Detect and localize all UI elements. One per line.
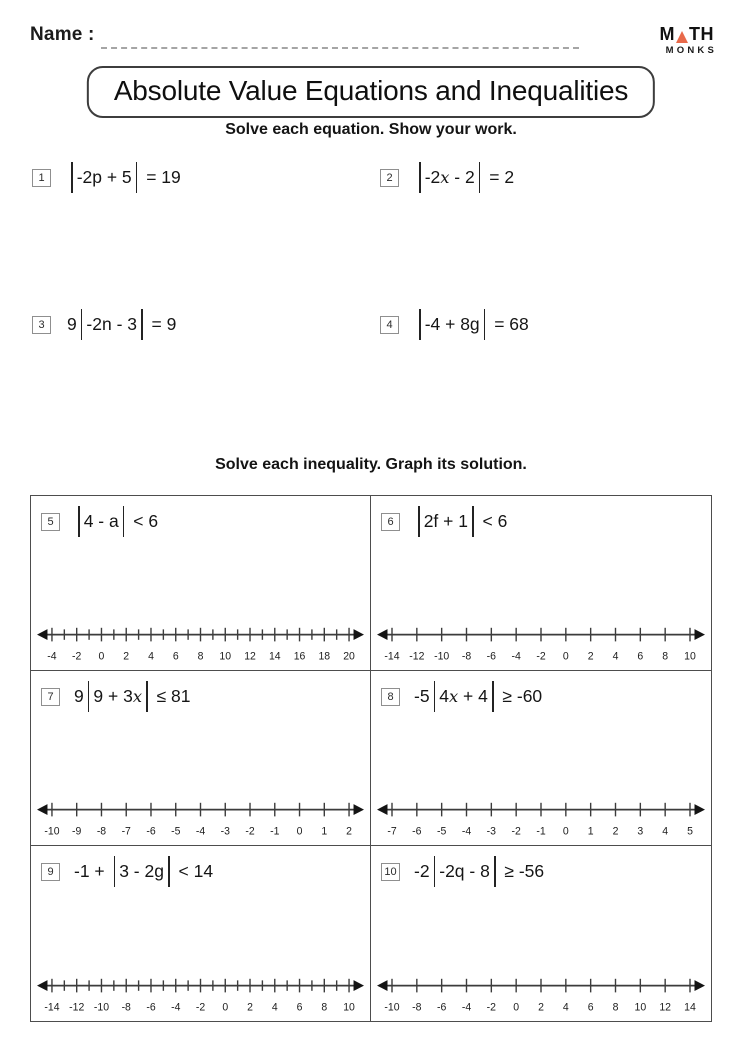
svg-text:4: 4 xyxy=(562,1001,569,1014)
svg-text:8: 8 xyxy=(662,650,669,663)
number-line-svg xyxy=(376,972,706,1018)
problem-10 xyxy=(381,856,701,887)
svg-text:6: 6 xyxy=(296,1001,303,1014)
svg-text:-6: -6 xyxy=(486,650,496,663)
problem-number-badge: 7 xyxy=(41,688,60,706)
svg-text:1: 1 xyxy=(321,825,328,838)
number-line-9 xyxy=(36,972,365,1018)
abs-value-bar xyxy=(168,856,170,887)
abs-value-bar xyxy=(81,309,83,340)
svg-text:14: 14 xyxy=(268,650,281,663)
grid-cell-problem-9 xyxy=(31,846,371,1021)
svg-text:-6: -6 xyxy=(146,825,156,838)
logo-word-monks: MONKS xyxy=(665,45,717,56)
svg-text:5: 5 xyxy=(687,825,693,838)
svg-text:2: 2 xyxy=(247,1001,253,1014)
problem-9 xyxy=(41,856,360,887)
svg-text:-14: -14 xyxy=(384,650,400,663)
svg-text:0: 0 xyxy=(222,1001,229,1014)
equation-text: 9 xyxy=(67,314,77,334)
problem-4 xyxy=(380,309,529,340)
svg-text:-4: -4 xyxy=(47,650,57,663)
equation-text: 2f + 1 xyxy=(423,511,468,531)
equation-text: 3 - 2g xyxy=(119,861,164,881)
svg-text:-10: -10 xyxy=(44,825,60,838)
svg-text:12: 12 xyxy=(244,650,256,663)
equation-text: -1 + xyxy=(74,861,110,881)
equation xyxy=(414,681,542,712)
svg-text:2: 2 xyxy=(123,650,130,663)
logo-letters-th: TH xyxy=(689,24,714,44)
logo-triangle-icon xyxy=(676,31,688,43)
right-arrow-icon xyxy=(695,804,706,815)
svg-text:-14: -14 xyxy=(44,1001,60,1014)
grid-cell-problem-10 xyxy=(371,846,711,1021)
problem-6 xyxy=(381,506,701,537)
equation-text: -2 xyxy=(414,861,430,881)
left-arrow-icon xyxy=(377,629,388,640)
problem-8 xyxy=(381,681,701,712)
right-arrow-icon xyxy=(354,804,364,815)
svg-text:2: 2 xyxy=(587,650,594,663)
equation xyxy=(74,856,213,887)
svg-text:-6: -6 xyxy=(437,1001,447,1014)
name-label: Name : xyxy=(30,24,95,45)
svg-text:18: 18 xyxy=(318,650,331,663)
svg-text:4: 4 xyxy=(662,825,669,838)
svg-text:-4: -4 xyxy=(171,1001,181,1014)
svg-text:-1: -1 xyxy=(270,825,280,838)
equation-text: ≤ 81 xyxy=(151,686,191,706)
equation xyxy=(415,162,514,193)
equation-text: -2x - 2 xyxy=(424,167,475,187)
equation-text: -2q - 8 xyxy=(439,861,490,881)
svg-text:-5: -5 xyxy=(437,825,447,838)
equation-text: -2n - 3 xyxy=(86,314,137,334)
number-line-svg xyxy=(36,621,365,667)
svg-text:8: 8 xyxy=(612,1001,619,1014)
svg-text:16: 16 xyxy=(293,650,306,663)
equation-text: = 68 xyxy=(489,314,529,334)
svg-text:-7: -7 xyxy=(121,825,131,838)
problem-number-badge: 1 xyxy=(32,169,51,187)
svg-text:-6: -6 xyxy=(146,1001,156,1014)
problems-grid xyxy=(30,495,712,1022)
abs-value-bar xyxy=(419,162,421,193)
svg-text:0: 0 xyxy=(296,825,303,838)
equation-text: < 14 xyxy=(173,861,214,881)
problem-2 xyxy=(380,162,514,193)
number-line-10 xyxy=(376,972,706,1018)
svg-text:10: 10 xyxy=(343,1001,355,1014)
right-arrow-icon xyxy=(354,629,364,640)
svg-text:2: 2 xyxy=(612,825,619,838)
equation-text: -4 + 8g xyxy=(424,314,480,334)
problem-number-badge: 4 xyxy=(380,316,399,334)
number-line-6 xyxy=(376,621,706,667)
abs-value-bar xyxy=(484,309,486,340)
equation-text: 9 xyxy=(74,686,84,706)
instruction-inequalities: Solve each inequality. Graph its solution. xyxy=(215,456,527,473)
abs-value-bar xyxy=(136,162,138,193)
abs-value-bar xyxy=(418,506,420,537)
math-monks-logo xyxy=(660,25,715,56)
svg-text:-3: -3 xyxy=(486,825,496,838)
number-line-svg xyxy=(376,621,706,667)
equation xyxy=(414,856,544,887)
abs-value-bar xyxy=(434,856,436,887)
svg-text:-2: -2 xyxy=(72,650,82,663)
svg-text:-10: -10 xyxy=(93,1001,110,1014)
svg-text:3: 3 xyxy=(637,825,644,838)
problem-number-badge: 2 xyxy=(380,169,399,187)
name-fill-line xyxy=(101,31,579,49)
svg-text:-8: -8 xyxy=(461,650,472,663)
svg-text:-3: -3 xyxy=(220,825,230,838)
equation-text: 9 + 3x xyxy=(93,686,143,706)
equation-text: 4x + 4 xyxy=(439,686,488,706)
instruction-equations: Solve each equation. Show your work. xyxy=(225,121,517,138)
svg-text:14: 14 xyxy=(684,1001,696,1014)
problem-number-badge: 6 xyxy=(381,513,400,531)
problem-number-badge: 3 xyxy=(32,316,51,334)
svg-text:-2: -2 xyxy=(486,1001,496,1014)
right-arrow-icon xyxy=(695,629,706,640)
abs-value-bar xyxy=(434,681,436,712)
left-arrow-icon xyxy=(377,980,388,991)
problem-number-badge: 5 xyxy=(41,513,60,531)
svg-text:-4: -4 xyxy=(195,825,206,838)
equation xyxy=(414,506,507,537)
equation-text: = 2 xyxy=(484,167,515,187)
equation xyxy=(67,162,181,193)
equation xyxy=(74,681,191,712)
svg-text:0: 0 xyxy=(98,650,105,663)
equation-text: -5 xyxy=(414,686,430,706)
grid-cell-problem-5 xyxy=(31,496,371,671)
svg-text:-7: -7 xyxy=(387,825,397,838)
problem-number-badge: 9 xyxy=(41,863,60,881)
problem-3 xyxy=(32,309,176,340)
right-arrow-icon xyxy=(695,980,706,991)
svg-text:-4: -4 xyxy=(461,825,472,838)
number-line-svg xyxy=(36,796,365,842)
right-arrow-icon xyxy=(354,980,364,991)
equation xyxy=(74,506,158,537)
svg-text:-4: -4 xyxy=(511,650,521,663)
svg-text:-6: -6 xyxy=(412,825,422,838)
abs-value-bar xyxy=(78,506,80,537)
svg-text:8: 8 xyxy=(321,1001,328,1014)
svg-text:4: 4 xyxy=(148,650,154,663)
abs-value-bar xyxy=(479,162,481,193)
abs-value-bar xyxy=(419,309,421,340)
equation xyxy=(415,309,529,340)
abs-value-bar xyxy=(114,856,116,887)
svg-text:6: 6 xyxy=(637,650,644,663)
svg-text:-2: -2 xyxy=(245,825,255,838)
problem-7 xyxy=(41,681,360,712)
svg-text:20: 20 xyxy=(343,650,355,663)
equation-text: < 6 xyxy=(477,511,508,531)
number-line-5 xyxy=(36,621,365,667)
number-line-svg xyxy=(376,796,706,842)
abs-value-bar xyxy=(472,506,474,537)
svg-text:-8: -8 xyxy=(412,1001,422,1014)
equation-text: = 19 xyxy=(141,167,181,187)
svg-text:2: 2 xyxy=(346,825,352,838)
abs-value-bar xyxy=(123,506,125,537)
equation-text: ≥ -56 xyxy=(499,861,545,881)
left-arrow-icon xyxy=(377,804,388,815)
grid-cell-problem-7 xyxy=(31,671,371,846)
left-arrow-icon xyxy=(37,804,47,815)
left-arrow-icon xyxy=(37,629,47,640)
left-arrow-icon xyxy=(37,980,47,991)
svg-text:6: 6 xyxy=(587,1001,594,1014)
problem-number-badge: 10 xyxy=(381,863,400,881)
abs-value-bar xyxy=(494,856,496,887)
abs-value-bar xyxy=(492,681,494,712)
logo-word-math xyxy=(660,25,715,43)
grid-cell-problem-8 xyxy=(371,671,711,846)
equation-text: 4 - a xyxy=(83,511,119,531)
svg-text:-1: -1 xyxy=(536,825,546,838)
svg-text:0: 0 xyxy=(562,825,569,838)
equation-text: < 6 xyxy=(128,511,159,531)
logo-letter-m: M xyxy=(659,24,675,44)
svg-text:-8: -8 xyxy=(96,825,107,838)
svg-text:-10: -10 xyxy=(384,1001,400,1014)
svg-text:12: 12 xyxy=(659,1001,672,1014)
svg-text:8: 8 xyxy=(197,650,204,663)
svg-text:0: 0 xyxy=(562,650,569,663)
number-line-7 xyxy=(36,796,365,842)
svg-text:2: 2 xyxy=(538,1001,544,1014)
svg-text:-2: -2 xyxy=(511,825,521,838)
svg-text:-12: -12 xyxy=(69,1001,85,1014)
svg-text:10: 10 xyxy=(219,650,232,663)
svg-text:4: 4 xyxy=(271,1001,278,1014)
problem-1 xyxy=(32,162,181,193)
svg-text:-8: -8 xyxy=(121,1001,131,1014)
equation xyxy=(67,309,176,340)
svg-text:6: 6 xyxy=(172,650,179,663)
svg-text:10: 10 xyxy=(684,650,696,663)
number-line-svg xyxy=(36,972,365,1018)
svg-text:4: 4 xyxy=(612,650,619,663)
worksheet-title-box xyxy=(87,66,655,118)
svg-text:0: 0 xyxy=(513,1001,520,1014)
svg-text:10: 10 xyxy=(634,1001,647,1014)
grid-cell-problem-6 xyxy=(371,496,711,671)
abs-value-bar xyxy=(88,681,90,712)
abs-value-bar xyxy=(146,681,148,712)
svg-text:-9: -9 xyxy=(72,825,82,838)
abs-value-bar xyxy=(71,162,73,193)
svg-text:-2: -2 xyxy=(536,650,546,663)
svg-text:-10: -10 xyxy=(434,650,450,663)
number-line-8 xyxy=(376,796,706,842)
problem-5 xyxy=(41,506,360,537)
svg-text:-5: -5 xyxy=(171,825,181,838)
abs-value-bar xyxy=(141,309,143,340)
svg-text:-12: -12 xyxy=(409,650,425,663)
equation-text: ≥ -60 xyxy=(497,686,543,706)
problem-number-badge: 8 xyxy=(381,688,400,706)
svg-text:-4: -4 xyxy=(461,1001,472,1014)
equation-text: -2p + 5 xyxy=(76,167,132,187)
page-title: Absolute Value Equations and Inequalities xyxy=(113,75,629,106)
equation-text: = 9 xyxy=(146,314,177,334)
svg-text:-2: -2 xyxy=(195,1001,206,1014)
svg-text:1: 1 xyxy=(587,825,594,838)
